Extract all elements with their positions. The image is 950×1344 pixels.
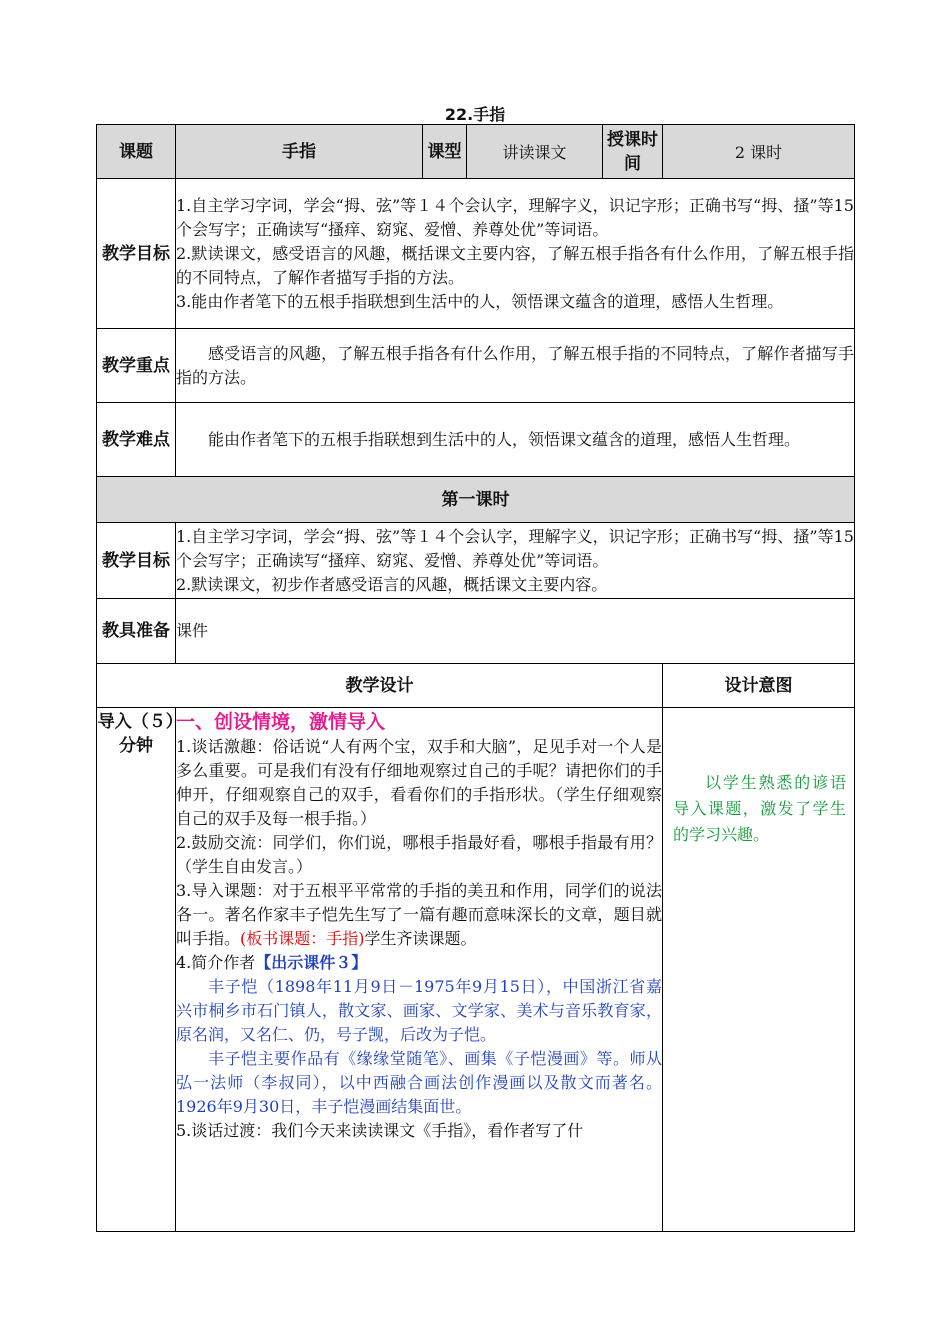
- lesson1-goals: [176, 523, 855, 599]
- label-teaching-tools: 教具准备: [97, 599, 176, 664]
- intent-cell: [663, 708, 855, 1232]
- col-teaching-design: 教学设计: [97, 664, 663, 708]
- tools-row: [97, 599, 855, 664]
- document-title: 22.手指: [444, 105, 506, 124]
- label-lesson1-goals: 教学目标: [97, 523, 176, 599]
- label-difficulties: 教学难点: [97, 403, 176, 477]
- key-points: [176, 329, 855, 403]
- label-lesson-type: 课型: [423, 125, 467, 179]
- goal-item: 1.自主学习字词，学会“拇、弦”等１４个会认字，理解字义，识记字形；正确书写“拇、搔”等15个会写字；正确读写“搔痒、窈窕、爱憎、养尊处优”等词语。: [176, 526, 854, 570]
- intro-row: [97, 708, 855, 1232]
- paragraph-text: 4.简介作者: [176, 953, 256, 972]
- lesson-type-value: 讲读课文: [467, 125, 603, 179]
- class-time-value: 2 课时: [663, 125, 855, 179]
- intro-content: [176, 708, 663, 1232]
- paragraph: 1.谈话激趣：俗话说“人有两个宝，双手和大脑”，足见手对一个人是多么重要。可是我们有没有仔细地观察过自己的手呢？请把你们的手伸开，仔细观察自己的双手，看看你们的手指形状。（学生仔细观察自己的双手及每一根手指。）: [176, 737, 662, 828]
- lesson1-title-row: [97, 477, 855, 523]
- goal-item: 1.自主学习字词，学会“拇、弦”等１４个会认字，理解字义，识记字形；正确书写“拇、搔”等15个会写字；正确读写“搔痒、窈窕、爱憎、养尊处优”等词语。: [176, 195, 854, 239]
- design-intent-text: 以学生熟悉的谚语导入课题，激发了学生的学习兴趣。: [673, 773, 846, 844]
- lesson1-title: 第一课时: [97, 477, 855, 523]
- paragraph: [176, 879, 662, 951]
- label-class-time: 授课时间: [603, 125, 663, 179]
- header-row: [97, 125, 855, 179]
- paragraph-text: 3.导入课题：对于五根平平常常的手指的美丑和作用，同学们的说法各一。著名作家丰子恺先生写了一篇有趣而意味深长的文章，题目就叫手指。: [176, 881, 662, 948]
- paragraph: 5.谈话过渡：我们今天来读读课文《手指》，看作者写了什: [176, 1121, 584, 1140]
- difficulties-text: 能由作者笔下的五根手指联想到生活中的人，领悟课文蕴含的道理，感悟人生哲理。: [208, 429, 801, 449]
- author-bio: 丰子恺（1898年11月9日－1975年9月15日），中国浙江省嘉兴市桐乡市石门镇人，散文家、画家、文学家、美术与音乐教育家，原名润，又名仁、仍，号子觊，后改为子恺。: [176, 977, 662, 1044]
- lesson1-goals-row: [97, 523, 855, 599]
- stage-label: 导入（５）分钟: [97, 708, 176, 1232]
- label-teaching-goals: 教学目标: [97, 179, 176, 329]
- goal-item: 2.默读课文，感受语言的风趣，概括课文主要内容，了解五根手指各有什么作用，了解五根手指的不同特点，了解作者描写手指的方法。: [176, 243, 854, 287]
- key-points-row: [97, 329, 855, 403]
- paragraph-text: 学生齐读课题。: [364, 929, 477, 948]
- key-points-text: 感受语言的风趣，了解五根手指各有什么作用，了解五根手指的不同特点，了解作者描写手指的方法。: [176, 343, 854, 387]
- design-header-row: [97, 664, 855, 708]
- paragraph: 2.鼓励交流：同学们，你们说，哪根手指最好看，哪根手指最有用？（学生自由发言。）: [176, 833, 662, 876]
- difficulties: [176, 403, 855, 477]
- lesson-plan-table: [96, 124, 855, 1232]
- blackboard-note: (板书课题：手指): [240, 929, 365, 948]
- label-topic: 课题: [97, 125, 176, 179]
- section-heading: 一、创设情境，激情导入: [176, 711, 386, 733]
- col-design-intent: 设计意图: [663, 664, 855, 708]
- goal-item: 3.能由作者笔下的五根手指联想到生活中的人，领悟课文蕴含的道理，感悟人生哲理。: [176, 291, 784, 311]
- goal-item: 2.默读课文，初步作者感受语言的风趣，概括课文主要内容。: [176, 574, 608, 594]
- topic-value: 手指: [176, 125, 423, 179]
- teaching-goals: [176, 179, 855, 329]
- teaching-tools: 课件: [176, 599, 855, 664]
- author-works: 丰子恺主要作品有《缘缘堂随笔》、画集《子恺漫画》等。师从弘一法师（李叔同），以中西融合画法创作漫画以及散文而著名。1926年9月30日，丰子恺漫画结集面世。: [176, 1049, 662, 1116]
- paragraph: [176, 951, 662, 975]
- goals-row: [97, 179, 855, 329]
- label-key-points: 教学重点: [97, 329, 176, 403]
- courseware-note: 【出示课件３】: [255, 953, 368, 972]
- difficulties-row: [97, 403, 855, 477]
